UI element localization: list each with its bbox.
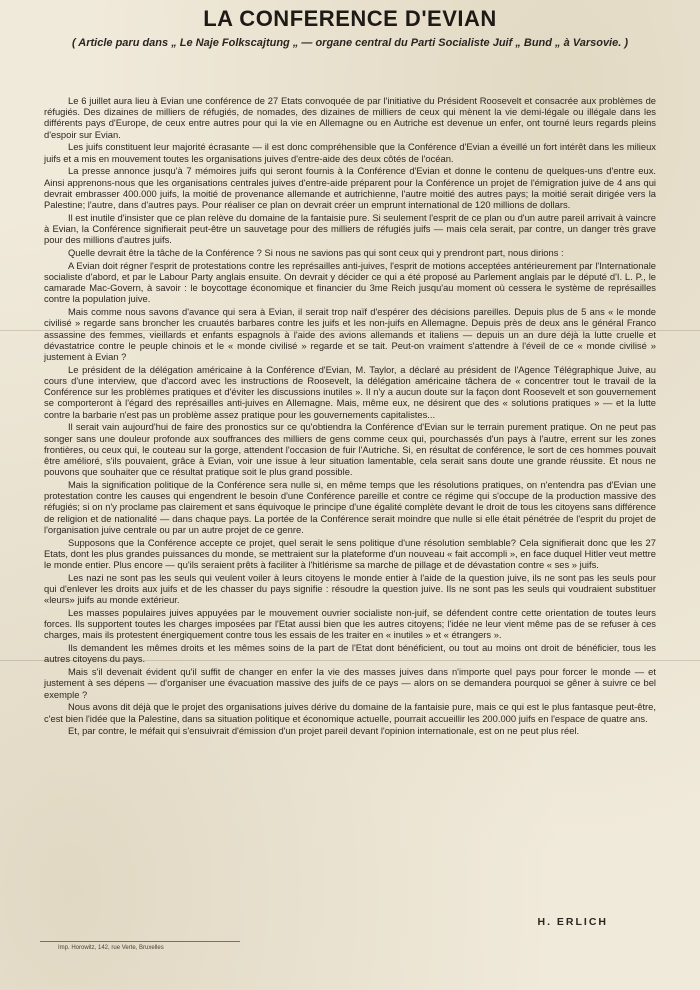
- paragraph: Le 6 juillet aura lieu à Evian une conférence de 27 Etats convoquée de par l'initiative du Président Roosevelt et consacrée aux problèmes de réfugiés. Des dizaines de milliers de réfugiés, de nomades, des dizaines de milliers de ceux qui mènent la vie demi-légale ou illégale dans les différents pays d'Europe, de ceux entre autres pour qui la vie en Allemagne ou en Autriche est devenue un enfer, ont tourné leurs regards pleins d'espoir sur Evian.: [44, 95, 656, 140]
- paragraph: Les masses populaires juives appuyées par le mouvement ouvrier socialiste non-juif, se défendent contre cette orientation de toutes leurs forces. Ils supportent toutes les charges imposées par l'Etat aussi bien que les autres citoyens; l'idée ne leur vient même pas de se refuser à ces charges, mais ils protestent énergiquement contre tous les essais de les traiter en « inutiles » et « étrangers ».: [44, 607, 656, 641]
- paragraph: Le président de la délégation américaine à la Conférence d'Evian, M. Taylor, a déclaré au président de l'Agence Télégraphique Juive, au cours d'une interview, que d'accord avec les instructions de Roosevelt, la délégation américaine tâchera de « concentrer tout le travail de la Conférence sur les problèmes pratiques et d'éviter les discussions inutiles ». Il n'y a aucun doute sur la façon dont Roosevelt et son gouvernement se comporteront à l'égard des représailles anti-juives en Allemagne. Mais, même eux, ne désirent que des « solutions pratiques » — et la lutte contre la barbarie n'est pas un problème assez pratique pour les gouvernements capitalistes...: [44, 363, 656, 420]
- paragraph: Les nazi ne sont pas les seuls qui veulent voiler à leurs citoyens le monde entier à l'aide de la question juive, ils ne sont pas les seuls pour qui d'enlever les droits aux juifs et de les chasser du pays signifie : résoudre la question juive. Ils ne sont pas les seuls qui voudraient substituer «leurs» juifs au monde extérieur.: [44, 571, 656, 606]
- article-body: [44, 95, 656, 738]
- paragraph: Mais comme nous savons d'avance qui sera à Evian, il serait trop naïf d'espérer des décisions pareilles. Depuis plus de 5 ans « le monde civilisé » regarde sans broncher les cruautés barbares contre les juifs et les non-juifs en Allemagne. Depuis près de deux ans le général Franco assassine des femmes, vieillards et enfants espagnols à l'aide des avions allemands et italiens — depuis un an dure déjà la lutte cruelle et dévastatrice contre le peuple chinois et le « monde civilisé » regarde et se tait. Peut-on vraiment s'attendre à l'éveil de ce « monde civilisé » justement à Evian ?: [44, 306, 656, 363]
- paragraph: Supposons que la Conférence accepte ce projet, quel serait le sens politique d'une résolution semblable? Cela signifierait donc que les 27 Etats, dont les plus grandes puissances du monde, se mettraient sur la plateforme d'un nouveau « fait accompli », en face duquel Hitler veut mettre le monde entier. Plus encore — qu'ils seraient prêts à faciliter à l'hitlérisme sa marche de pillage et de dévastation contre « ses » juifs.: [44, 536, 656, 571]
- paragraph: Mais la signification politique de la Conférence sera nulle si, en même temps que les résolutions pratiques, on n'entendra pas d'Evian une protestation contre les causes qui engendrent le besoin d'une Conférence pareille et contre ce régime qui s'occupe de la production massive des réfugiés; si on n'y proclame pas clairement et sans équivoque le principe d'une égalité complète devant le droit de tous les citoyens sans différence de religion et de nationalité — dans chaque pays. La portée de la Conférence serait moindre que nulle si elle était pénétrée de l'esprit du projet de l'organisation juive centrale ou par un autre projet de ce genre.: [44, 479, 656, 535]
- paragraph: A Evian doit régner l'esprit de protestations contre les représailles anti-juives, l'esprit de motions acceptées antérieurement par l'Internationale socialiste d'abord, et par le Labour Party anglais ensuite. On devrait y décider ce qui a été proposé au Parlement anglais par le député d'I. L. P., le camarade Mac-Govern, à savoir : le boycottage économique et financier du 3me Reich jusqu'au moment où cessera le système de représailles contre la population juive.: [44, 259, 656, 305]
- printer-imprint: Imp. Horowitz, 142, rue Verte, Bruxelles: [58, 945, 164, 951]
- paragraph: Quelle devrait être la tâche de la Conférence ? Si nous ne savions pas qui sont ceux qui y prendront part, nous dirions :: [68, 247, 564, 259]
- paragraph: Il est inutile d'insister que ce plan relève du domaine de la fantaisie pure. Si seulement l'esprit de ce plan ou d'un autre pareil arrivait à vaincre à Evian, la Conférence signifierait peut-être un sauvetage pour des milliers de réfugiés juifs — mais cela serait, par contre, un danger très grave pour des millions d'autres juifs.: [44, 211, 656, 246]
- paragraph: Il serait vain aujourd'hui de faire des pronostics sur ce qu'obtiendra la Conférence d'Evian sur le terrain purement pratique. On ne peut pas songer sans une douleur profonde aux souffrances des milliers de gens comme ceux qui, pourchassés d'un pays à l'autre, errent sur les zones frontières, ou ceux qui, le couteau sur la gorge, attendent l'occasion de fuir l'Autriche. Si, en résultat de conférence, le sort de ces hommes pouvait être amélioré, s'ils pouvaient, grâce à Evian, voir une issue à leur situation lamentable, cela serait sans doute une grande réussite. Et nous ne pouvons que souhaiter que ce résultat pratique soit le plus grand possible.: [44, 421, 656, 478]
- paragraph: Mais s'il devenait évident qu'il suffit de changer en enfer la vie des masses juives dans n'importe quel pays pour forcer le monde — et justement à ses dépens — d'organiser une évacuation massive des juifs de ce pays — alors on se demandera pourquoi se gêner à suivre ce bel exemple ?: [44, 666, 656, 700]
- document-subtitle: ( Article paru dans „ Le Naje Folkscajtung „ — organe central du Parti Socialiste Juif „ Bund „ à Varsovie. ): [71, 37, 629, 49]
- document-title: LA CONFERENCE D'EVIAN: [203, 6, 497, 31]
- imprint-divider: [40, 941, 240, 942]
- paragraph: Et, par contre, le méfait qui s'ensuivrait d'émission d'un projet pareil devant l'opinion internationale, est on ne peut plus réel.: [68, 725, 580, 737]
- paragraph: La presse annonce jusqu'à 7 mémoires juifs qui seront fournis à la Conférence d'Evian et donne le contenu de quelques-uns d'entre eux. Ainsi apprenons-nous que les organisations centrales juives d'entre-aide préparent pour la Conférence un projet de l'émigration juive de 4 ans qui devrait embrasser 400.000 juifs, la moitié de provenance allemande et autrichienne, l'autre moitié des autres pays; la moitié serait dirigée vers la Palestine; l'autre, dans d'autres pays. Pour réaliser ce plan on devrait créer un emprunt international de 120 millions de dollars.: [44, 165, 656, 211]
- paragraph: Les juifs constituent leur majorité écrasante — il est donc compréhensible que la Conférence d'Evian a éveillé un fort intérêt dans les milieux juifs et a mis en mouvement toutes les organisations juives d'entre-aide des deux côtés de l'océan.: [44, 141, 656, 164]
- author-signature: H. ERLICH: [537, 916, 608, 928]
- paragraph: Nous avons dit déjà que le projet des organisations juives dérive du domaine de la fantaisie pure, mais ce qui est le plus fantasque peut-être, c'est bien l'idée que la Palestine, dans sa situation politique et économique actuelle, pourrait accueillir les 200.000 juifs en l'espace de quatre ans.: [44, 701, 656, 724]
- paragraph: Ils demandent les mêmes droits et les mêmes soins de la part de l'Etat dont bénéficient, ou tout au moins ont droit de bénéficier, tous les autres citoyens du pays.: [44, 642, 656, 665]
